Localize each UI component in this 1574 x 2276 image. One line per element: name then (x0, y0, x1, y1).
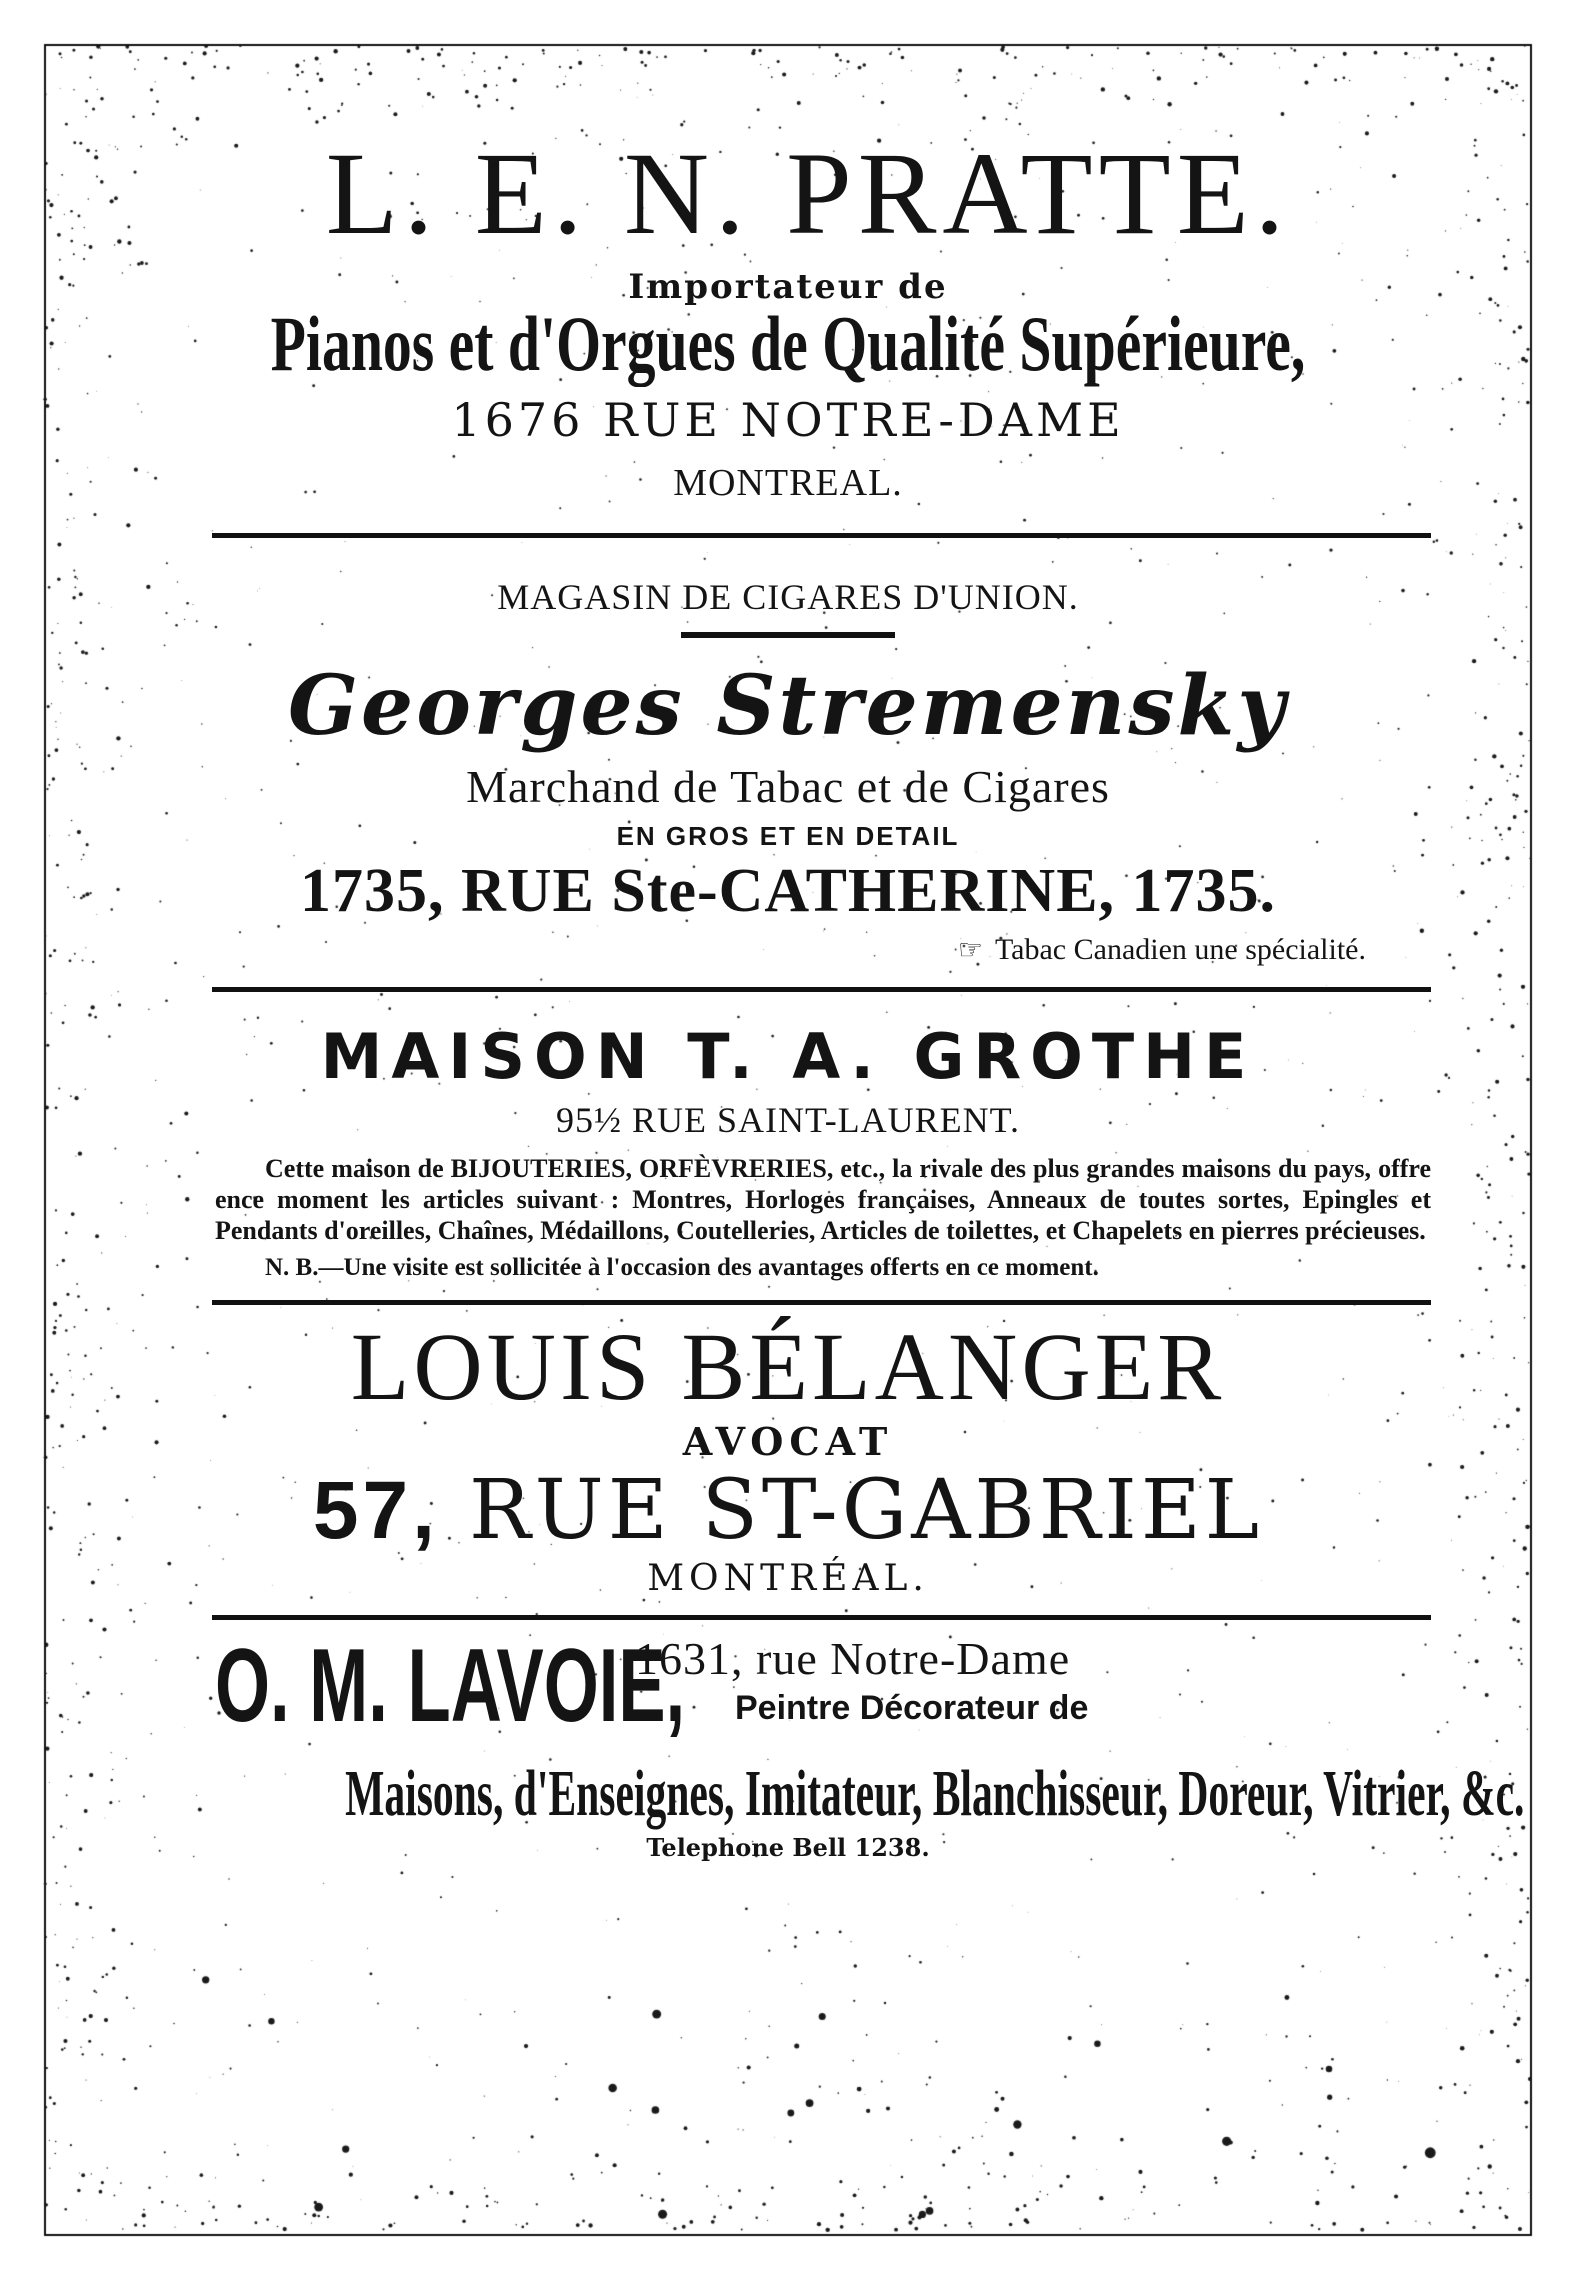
pratte-city: MONTREAL. (673, 461, 903, 504)
advertisement-page (45, 45, 1531, 2235)
pratte-subtitle: Importateur de (628, 267, 948, 307)
belanger-city: MONTRÉAL. (647, 1558, 929, 1600)
belanger-advertisement (45, 1313, 1531, 1600)
belanger-street: RUE ST-GABRIEL (468, 1463, 1264, 1559)
stremensky-name: Georges Stremensky (288, 657, 1288, 754)
divider-rule (212, 1300, 1431, 1305)
pratte-address: 1676 RUE NOTRE-DAME (451, 392, 1125, 447)
grothe-description: Cette maison de BIJOUTERIES, ORFÈVRERIES, etc., la rivale des plus grandes maisons du pays, offre ence moment les articles suivant : Montres, Horloges françaises, Anneaux de toutes sortes, Epingles et Pendants d'oreilles, Chaînes, Médaillons, Coutelleries, Articles de toilettes, et Chapelets en pierres précieuses. (215, 1153, 1431, 1246)
belanger-title: AVOCAT (682, 1419, 894, 1465)
short-divider (681, 632, 895, 638)
belanger-address (45, 1463, 1531, 1559)
stremensky-trade: Marchand de Tabac et de Cigares (466, 760, 1110, 812)
stremensky-address: 1735, RUE Ste-CATHERINE, 1735. (299, 856, 1277, 925)
divider-rule (212, 987, 1431, 992)
grothe-name: MAISON T. A. GROTHE (320, 1019, 1256, 1093)
grothe-advertisement (45, 1020, 1531, 1283)
lavoie-address: 1631, rue Notre-Dame (635, 1633, 1071, 1685)
stremensky-note (45, 933, 1531, 967)
lavoie-telephone: Telephone Bell 1238. (646, 1833, 930, 1863)
belanger-street-number: 57, (312, 1465, 439, 1557)
pointing-hand-icon: ☞ (957, 934, 983, 966)
stremensky-note-text: Tabac Canadien une spécialité. (994, 932, 1366, 966)
lavoie-details (635, 1634, 1088, 1728)
stremensky-advertisement (45, 576, 1531, 967)
divider-rule (212, 1615, 1431, 1620)
belanger-name: LOUIS BÉLANGER (350, 1313, 1226, 1421)
divider-rule (212, 533, 1431, 538)
stremensky-wholesale: EN GROS ET EN DETAIL (616, 820, 960, 851)
pratte-advertisement (45, 128, 1531, 505)
grothe-address: 95½ RUE SAINT-LAURENT. (556, 1099, 1020, 1140)
lavoie-occupation: Peintre Décorateur de (735, 1689, 1089, 1728)
stremensky-heading: MAGASIN DE CIGARES D'UNION. (497, 576, 1079, 617)
lavoie-trades: Maisons, d'Enseignes, Imitateur, Blanchisseur, Doreur, Vitrier, &c. (345, 1757, 1525, 1831)
lavoie-advertisement (45, 1628, 1531, 1863)
grothe-note: N. B.—Une visite est sollicitée à l'occasion des avantages offerts en ce moment. (265, 1254, 1099, 1282)
lavoie-name: O. M. LAVOIE, (215, 1628, 686, 1745)
pratte-products: Pianos et d'Orgues de Qualité Supérieure, (270, 300, 1306, 387)
lavoie-header-row (215, 1628, 1531, 1754)
pratte-name: L. E. N. PRATTE. (325, 128, 1291, 259)
